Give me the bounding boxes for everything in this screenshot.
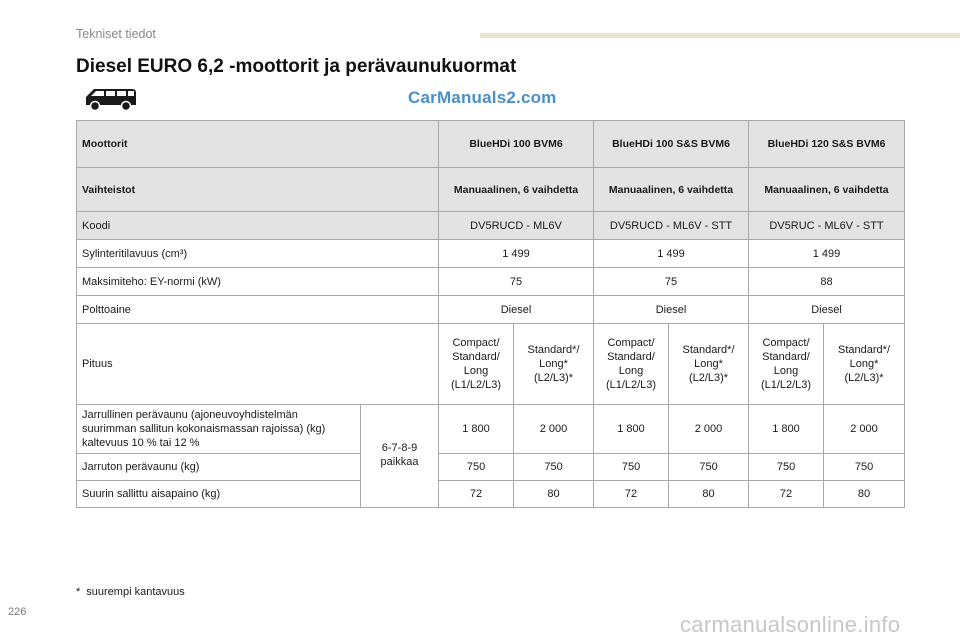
row-label-vaihteistot: Vaihteistot [77, 168, 439, 212]
page-number: 226 [8, 606, 27, 618]
row-label-moottorit: Moottorit [77, 121, 439, 168]
row-label-jarruton: Jarruton perävaunu (kg) [77, 454, 361, 481]
engine-header-3: BlueHDi 120 S&S BVM6 [749, 121, 905, 168]
unbraked-trailer-4: 750 [669, 454, 749, 481]
row-label-pituus: Pituus [77, 324, 439, 405]
row-label-koodi: Koodi [77, 212, 439, 240]
displacement-2: 1 499 [594, 240, 749, 268]
table-row-aisapaino [77, 481, 905, 508]
nose-weight-6: 80 [824, 481, 905, 508]
length-standard-2: Standard*/ Long* (L2/L3)* [669, 324, 749, 405]
length-compact-2: Compact/ Standard/ Long (L1/L2/L3) [594, 324, 669, 405]
power-3: 88 [749, 268, 905, 296]
braked-trailer-1: 1 800 [439, 405, 514, 454]
van-icon [80, 85, 140, 113]
unbraked-trailer-5: 750 [749, 454, 824, 481]
carmanuals-watermark: CarManuals2.com [408, 88, 557, 107]
gearbox-2: Manuaalinen, 6 vaihdetta [594, 168, 749, 212]
nose-weight-3: 72 [594, 481, 669, 508]
table-row-koodi [77, 212, 905, 240]
nose-weight-5: 72 [749, 481, 824, 508]
nose-weight-4: 80 [669, 481, 749, 508]
table-row-pituus [77, 324, 905, 405]
gearbox-3: Manuaalinen, 6 vaihdetta [749, 168, 905, 212]
table-row-jarrullinen [77, 405, 905, 454]
footnote-star: * [76, 586, 81, 598]
code-1: DV5RUCD - ML6V [439, 212, 594, 240]
unbraked-trailer-3: 750 [594, 454, 669, 481]
unbraked-trailer-1: 750 [439, 454, 514, 481]
row-label-polttoaine: Polttoaine [77, 296, 439, 324]
page-title: Diesel EURO 6,2 -moottorit ja perävaunukuormat [76, 56, 517, 77]
row-label-aisapaino: Suurin sallittu aisapaino (kg) [77, 481, 361, 508]
braked-trailer-5: 1 800 [749, 405, 824, 454]
length-compact-1: Compact/ Standard/ Long (L1/L2/L3) [439, 324, 514, 405]
braked-trailer-3: 1 800 [594, 405, 669, 454]
table-row-vaihteistot [77, 168, 905, 212]
gearbox-1: Manuaalinen, 6 vaihdetta [439, 168, 594, 212]
seats-cell: 6-7-8-9 paikkaa [361, 405, 439, 508]
row-label-jarrullinen: Jarrullinen perävaunu (ajoneuvoyhdistelmän suurimman sallitun kokonaismassan rajoissa) (kg) kaltevuus 10 % tai 12 % [77, 405, 361, 454]
footnote-text: suurempi kantavuus [86, 586, 185, 598]
fuel-2: Diesel [594, 296, 749, 324]
code-3: DV5RUC - ML6V - STT [749, 212, 905, 240]
table-row-polttoaine [77, 296, 905, 324]
engine-header-1: BlueHDi 100 BVM6 [439, 121, 594, 168]
table-row-sylinteritilavuus [77, 240, 905, 268]
braked-trailer-2: 2 000 [514, 405, 594, 454]
unbraked-trailer-6: 750 [824, 454, 905, 481]
section-label: Tekniset tiedot [76, 27, 156, 41]
row-label-sylinteritilavuus: Sylinteritilavuus (cm³) [77, 240, 439, 268]
nose-weight-1: 72 [439, 481, 514, 508]
section-divider-bar [480, 33, 960, 38]
displacement-3: 1 499 [749, 240, 905, 268]
length-compact-3: Compact/ Standard/ Long (L1/L2/L3) [749, 324, 824, 405]
power-1: 75 [439, 268, 594, 296]
braked-trailer-6: 2 000 [824, 405, 905, 454]
site-watermark: carmanualsonline.info [680, 612, 901, 637]
unbraked-trailer-2: 750 [514, 454, 594, 481]
engine-spec-table [76, 120, 905, 508]
length-standard-1: Standard*/ Long* (L2/L3)* [514, 324, 594, 405]
table-row-moottorit [77, 121, 905, 168]
fuel-1: Diesel [439, 296, 594, 324]
fuel-3: Diesel [749, 296, 905, 324]
length-standard-3: Standard*/ Long* (L2/L3)* [824, 324, 905, 405]
table-row-maksimiteho [77, 268, 905, 296]
footnote [76, 586, 185, 598]
braked-trailer-4: 2 000 [669, 405, 749, 454]
power-2: 75 [594, 268, 749, 296]
code-2: DV5RUCD - ML6V - STT [594, 212, 749, 240]
nose-weight-2: 80 [514, 481, 594, 508]
row-label-maksimiteho: Maksimiteho: EY-normi (kW) [77, 268, 439, 296]
table-row-jarruton [77, 454, 905, 481]
engine-header-2: BlueHDi 100 S&S BVM6 [594, 121, 749, 168]
displacement-1: 1 499 [439, 240, 594, 268]
